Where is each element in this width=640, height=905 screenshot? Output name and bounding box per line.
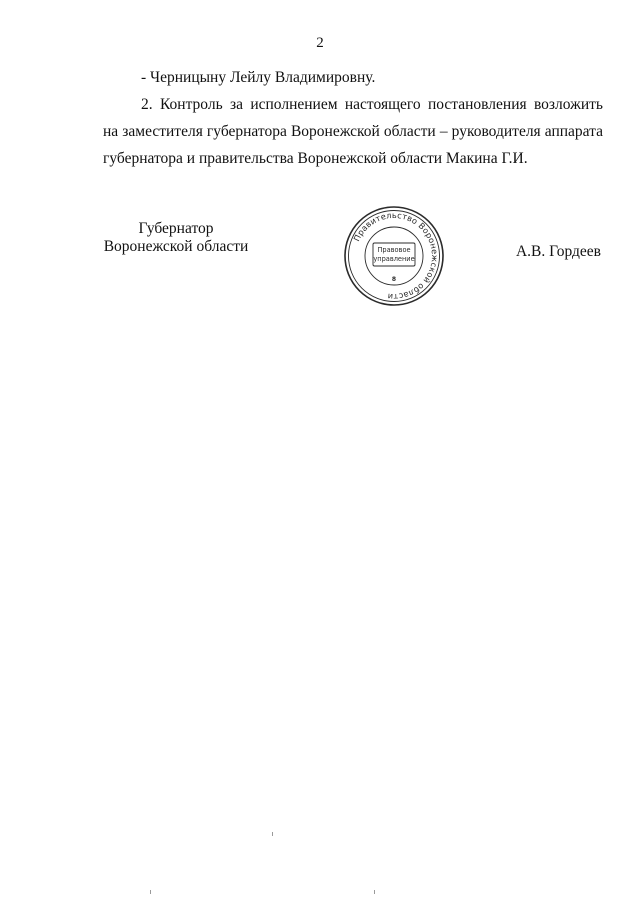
scan-speck	[150, 890, 151, 894]
stamp-center-line-2: управление	[373, 255, 415, 263]
stamp-ring-text: Правительство Воронежской области	[351, 209, 441, 303]
signatory-name: А.В. Гордеев	[515, 243, 601, 260]
scan-speck	[374, 890, 375, 894]
list-item-name: - Черницыну Лейлу Владимировну.	[141, 69, 376, 86]
official-stamp	[342, 204, 446, 308]
clause-2-line-2: на заместителя губернатора Воронежской области – руководителя аппарата	[103, 123, 603, 140]
page-number: 2	[316, 35, 324, 51]
stamp-bottom-mark: 8	[391, 276, 397, 283]
stamp-center-line-1: Правовое	[377, 246, 411, 254]
position-title: Губернатор	[138, 220, 214, 237]
scan-speck	[272, 832, 273, 836]
clause-2-line-1: 2. Контроль за исполнением настоящего постановления возложить	[141, 96, 603, 113]
signatory-position	[96, 220, 256, 256]
position-region: Воронежской области	[103, 238, 249, 255]
clause-2-line-3: губернатора и правительства Воронежской области Макина Г.И.	[103, 150, 528, 167]
